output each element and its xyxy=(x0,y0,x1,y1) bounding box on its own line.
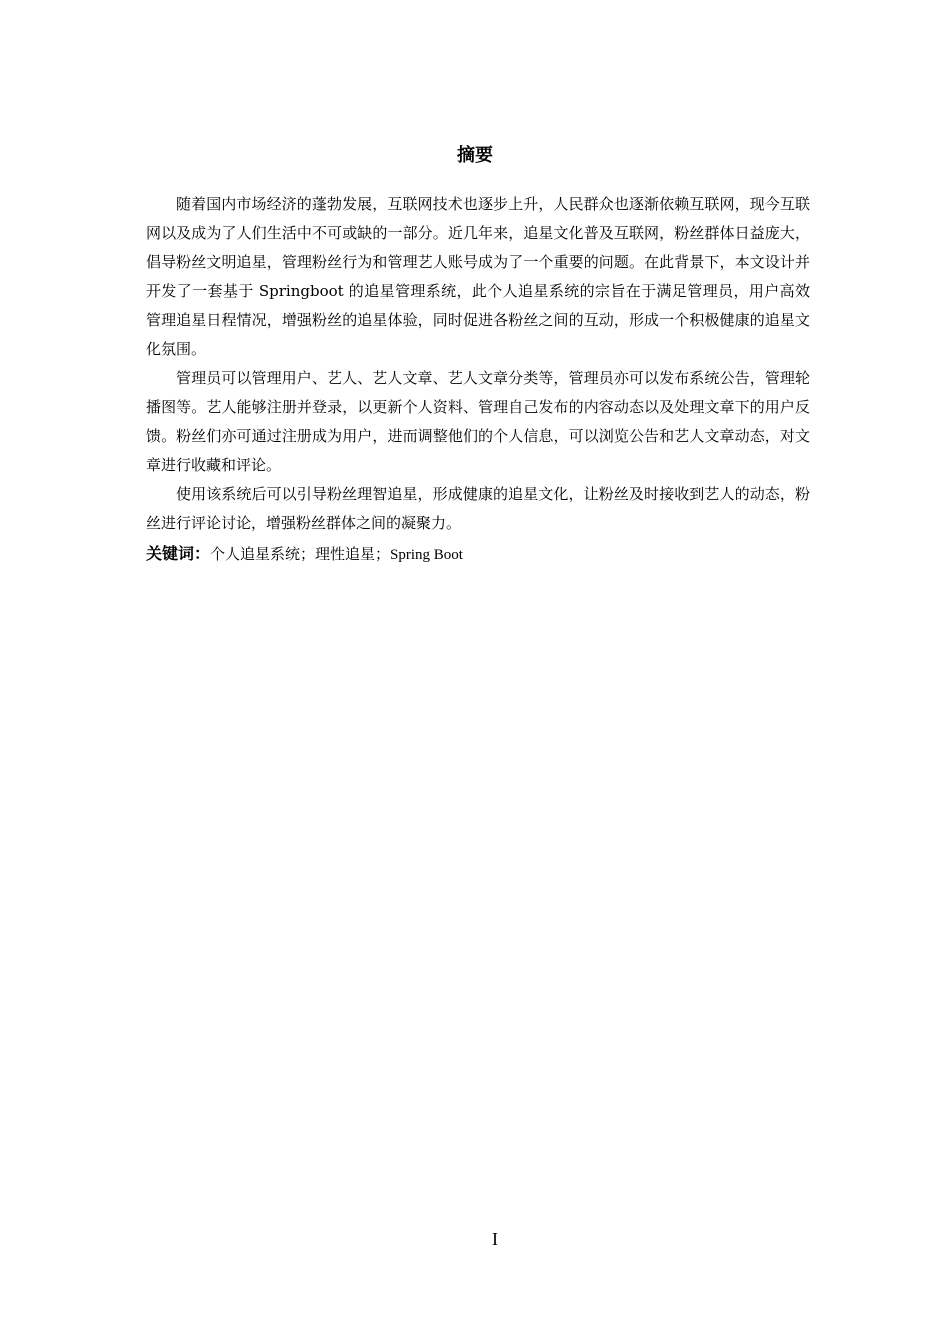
abstract-title: 摘要 xyxy=(457,145,493,166)
abstract-body xyxy=(146,190,810,570)
keywords-line xyxy=(146,539,810,570)
abstract-paragraph-2: 管理员可以管理用户、艺人、艺人文章、艺人文章分类等，管理员亦可以发布系统公告，管理轮播图等。艺人能够注册并登录，以更新个人资料、管理自己发布的内容动态以及处理文章下的用户反馈。粉丝们亦可通过注册成为用户，进而调整他们的个人信息，可以浏览公告和艺人文章动态，对文章进行收藏和评论。 xyxy=(146,369,810,474)
abstract-paragraph-3: 使用该系统后可以引导粉丝理智追星，形成健康的追星文化，让粉丝及时接收到艺人的动态，粉丝进行评论讨论，增强粉丝群体之间的凝聚力。 xyxy=(146,485,810,532)
keywords-label: 关键词： xyxy=(146,544,211,563)
abstract-paragraph-1: 随着国内市场经济的蓬勃发展，互联网技术也逐步上升，人民群众也逐渐依赖互联网，现今互联网以及成为了人们生活中不可或缺的一部分。近几年来，追星文化普及互联网，粉丝群体日益庞大，倡导粉丝文明追星，管理粉丝行为和管理艺人账号成为了一个重要的问题。在此背景下，本文设计并开发了一套基于 Springboot 的追星管理系统，此个人追星系统的宗旨在于满足管理员，用户高效管理追星日程情况，增强粉丝的追星体验，同时促进各粉丝之间的互动，形成一个积极健康的追星文化氛围。 xyxy=(146,195,810,358)
keywords-value: 个人追星系统；理性追星；Spring Boot xyxy=(210,547,463,563)
page-number: I xyxy=(492,1229,498,1249)
